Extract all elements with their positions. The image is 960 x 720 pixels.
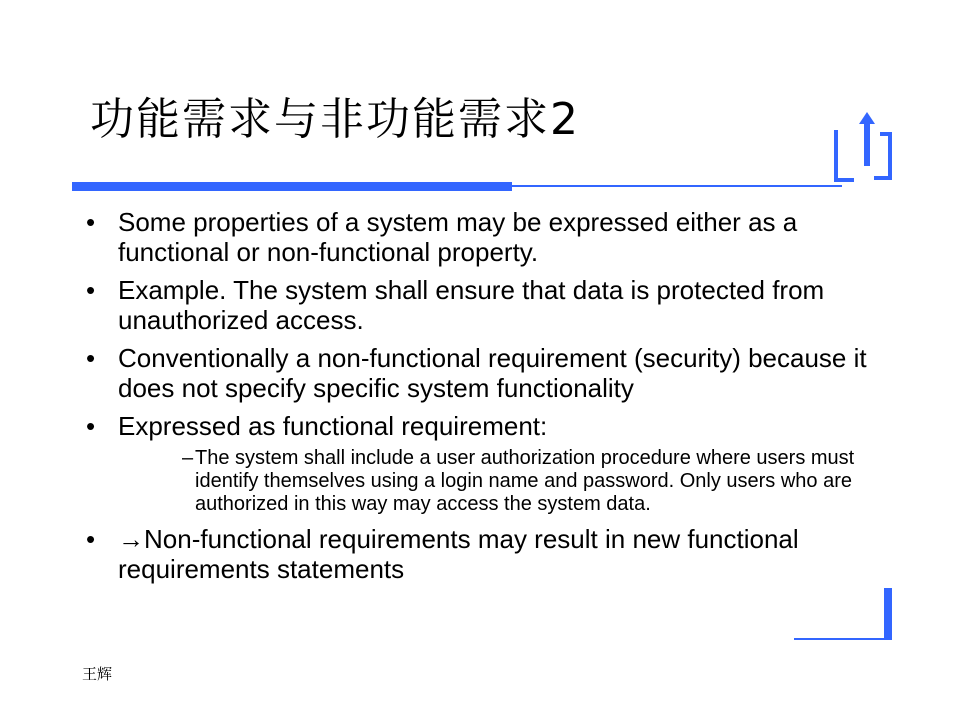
bullet-marker: • bbox=[86, 207, 96, 237]
bullet-text: →Non-functional requirements may result in new functional requirements statements bbox=[118, 524, 799, 584]
footer-author: 王辉 bbox=[82, 665, 113, 683]
slide-title: 功能需求与非功能需求2 bbox=[90, 94, 580, 145]
bullet-item bbox=[82, 524, 902, 584]
bullet-text: Expressed as functional requirement: bbox=[118, 411, 548, 441]
bullet-item bbox=[82, 207, 902, 267]
bullet-marker: • bbox=[86, 275, 96, 305]
bullet-marker: • bbox=[86, 524, 96, 554]
title-underline-thin bbox=[512, 185, 842, 187]
corner-accent-vertical bbox=[884, 588, 892, 639]
bullet-item bbox=[82, 343, 902, 403]
sub-bullet-item bbox=[118, 447, 902, 516]
corner-accent-horizontal bbox=[794, 638, 892, 640]
bullet-item bbox=[82, 275, 902, 335]
bullet-list bbox=[82, 207, 902, 592]
bullet-marker: • bbox=[86, 343, 96, 373]
bullet-marker: • bbox=[86, 411, 96, 441]
bullet-text: Example. The system shall ensure that data is protected from unauthorized access. bbox=[118, 275, 825, 335]
sub-bullet-marker: – bbox=[182, 447, 194, 469]
arrow-up-bars-logo-icon bbox=[826, 112, 906, 184]
sub-bullet-text: The system shall include a user authorization procedure where users must identify themselves using a login name and password. Only users who are authorized in this way may access the system data. bbox=[195, 447, 855, 515]
bullet-text: Conventionally a non-functional requirement (security) because it does not specify specific system functionality bbox=[118, 343, 867, 403]
bullet-item bbox=[82, 411, 902, 516]
title-underline-thick bbox=[72, 182, 512, 191]
bullet-text: Some properties of a system may be expressed either as a functional or non-functional property. bbox=[118, 207, 798, 267]
